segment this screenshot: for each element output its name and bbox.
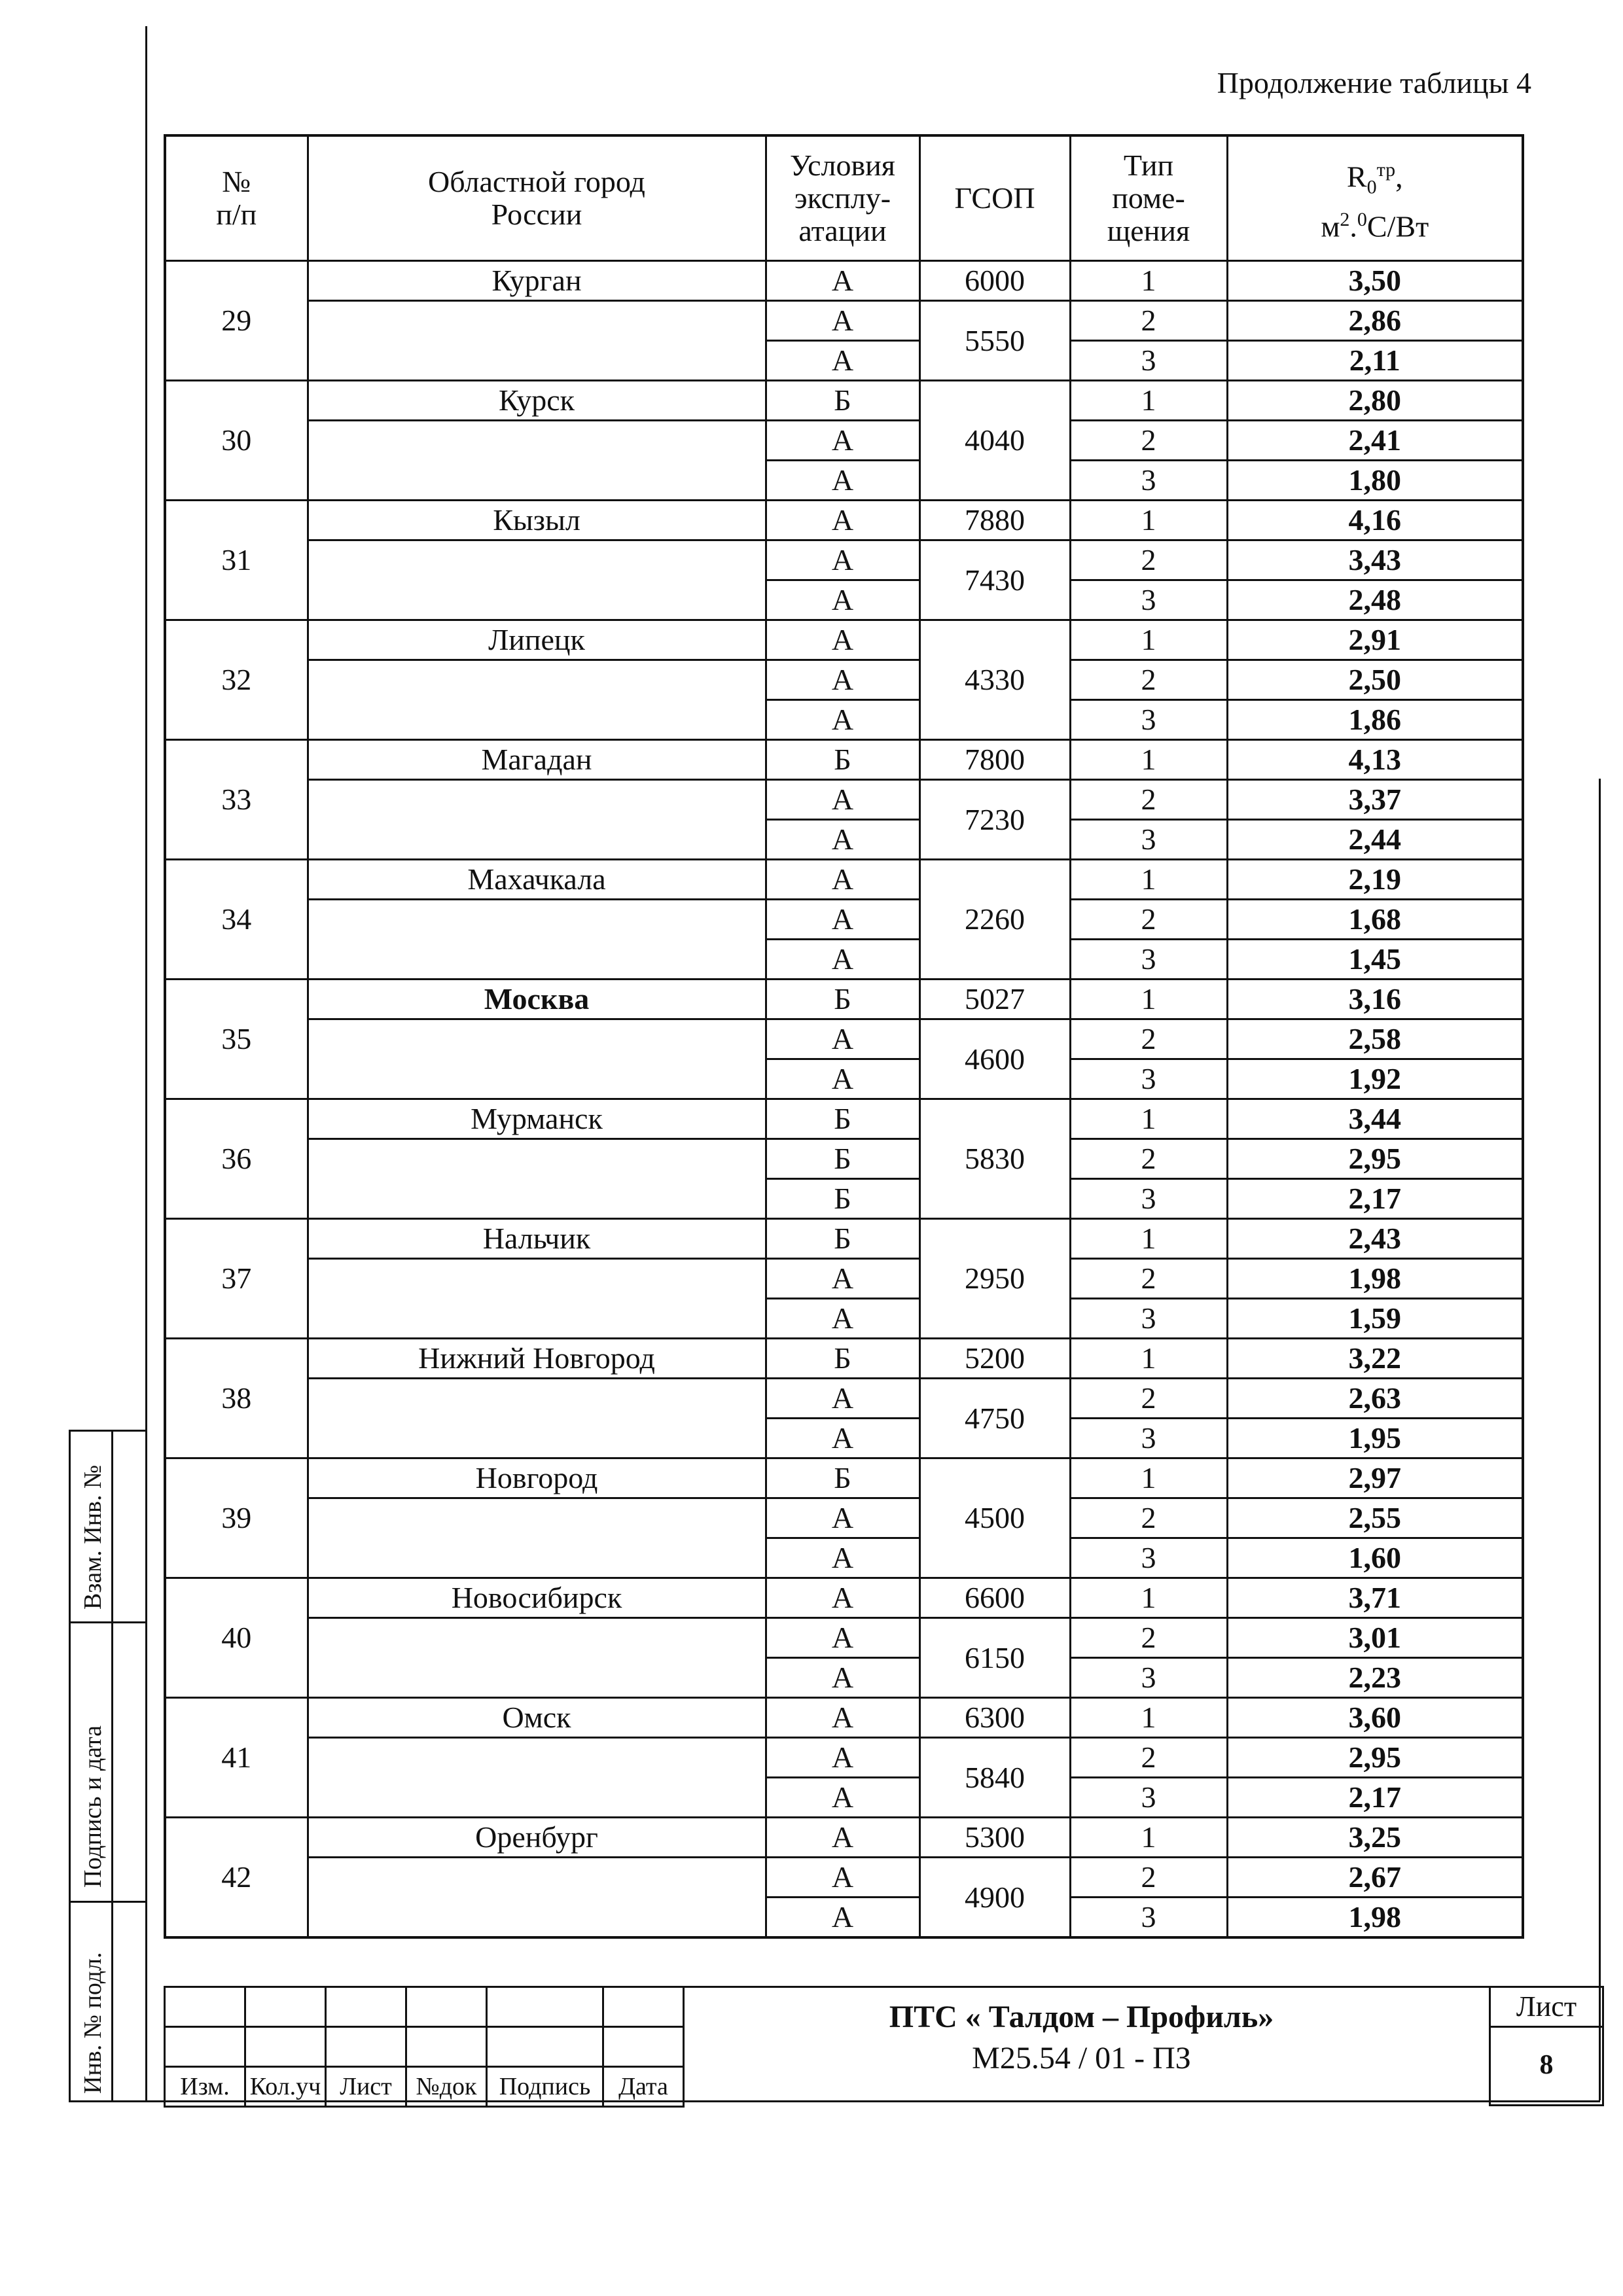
r0-value-cell: 3,25 [1227, 1818, 1523, 1858]
room-type-cell: 2 [1070, 1738, 1227, 1778]
room-type-cell: 3 [1070, 580, 1227, 620]
condition-cell: А [766, 820, 919, 860]
condition-cell: А [766, 860, 919, 900]
room-type-cell: 2 [1070, 1858, 1227, 1898]
col-city-header: Областной город России [308, 135, 766, 261]
table-body [165, 261, 1523, 1938]
stamp-label-koluch: Кол.уч [245, 2067, 326, 2107]
gsop-cell: 4750 [919, 1379, 1070, 1458]
left-frame-line [145, 26, 147, 2100]
row-number: 37 [165, 1219, 308, 1339]
stamp-code: М25.54 / 01 - ПЗ [972, 2041, 1191, 2075]
table-row [165, 1139, 1523, 1179]
table-row [165, 1099, 1523, 1139]
room-type-cell: 3 [1070, 820, 1227, 860]
condition-cell: А [766, 940, 919, 980]
r0-value-cell: 2,97 [1227, 1458, 1523, 1498]
table-row [165, 381, 1523, 421]
r0-value-cell: 3,01 [1227, 1618, 1523, 1658]
room-type-cell: 1 [1070, 1219, 1227, 1259]
city-name: Омск [308, 1698, 766, 1738]
r0-value-cell: 3,43 [1227, 540, 1523, 580]
row-number: 29 [165, 261, 308, 381]
stamp-cell [406, 1987, 487, 2027]
col-r0-header: $R_0^{тр}$, $м^2.^0С/Вт$ [1227, 135, 1523, 261]
gsop-cell: 7430 [919, 540, 1070, 620]
table-row [165, 900, 1523, 940]
r0-value-cell: 2,55 [1227, 1498, 1523, 1538]
right-frame-line [1599, 779, 1601, 2100]
table-row [165, 1498, 1523, 1538]
r0-value-cell: 1,45 [1227, 940, 1523, 980]
r0-value-cell: 2,63 [1227, 1379, 1523, 1419]
r0-value-cell: 1,92 [1227, 1059, 1523, 1099]
condition-cell: А [766, 1019, 919, 1059]
stamp-label-podpis: Подпись [487, 2067, 603, 2107]
row-number: 38 [165, 1339, 308, 1458]
vzam-inv-label: Взам. Инв. № [79, 1464, 107, 1610]
condition-cell: А [766, 1778, 919, 1818]
condition-cell: А [766, 1658, 919, 1698]
room-type-cell: 3 [1070, 1778, 1227, 1818]
r0-value-cell: 2,58 [1227, 1019, 1523, 1059]
gsop-cell: 6300 [919, 1698, 1070, 1738]
condition-cell: А [766, 660, 919, 700]
room-type-cell: 1 [1070, 1818, 1227, 1858]
stamp-cell [406, 2027, 487, 2067]
stamp-cell [326, 1987, 406, 2027]
row-number: 30 [165, 381, 308, 501]
condition-cell: А [766, 700, 919, 740]
r0-value-cell: 3,60 [1227, 1698, 1523, 1738]
r0-value-cell: 2,17 [1227, 1778, 1523, 1818]
condition-cell: А [766, 1419, 919, 1458]
condition-cell: А [766, 421, 919, 461]
room-type-cell: 2 [1070, 1379, 1227, 1419]
city-empty-cell [308, 540, 766, 620]
city-empty-cell [308, 780, 766, 860]
r0-value-cell: 2,80 [1227, 381, 1523, 421]
room-type-cell: 1 [1070, 501, 1227, 540]
gsop-cell: 5840 [919, 1738, 1070, 1818]
table-row [165, 1738, 1523, 1778]
stamp-cell [245, 1987, 326, 2027]
room-type-cell: 2 [1070, 1259, 1227, 1299]
table-row [165, 1219, 1523, 1259]
city-empty-cell [308, 301, 766, 381]
gsop-cell: 4900 [919, 1858, 1070, 1938]
city-name: Москва [308, 980, 766, 1019]
table-row [165, 1019, 1523, 1059]
city-name: Мурманск [308, 1099, 766, 1139]
gsop-cell: 5830 [919, 1099, 1070, 1219]
city-empty-cell [308, 421, 766, 501]
room-type-cell: 3 [1070, 1299, 1227, 1339]
table-row [165, 740, 1523, 780]
r0-value-cell: 2,41 [1227, 421, 1523, 461]
col-num-header: № п/п [165, 135, 308, 261]
table-row [165, 301, 1523, 341]
r0-value-cell: 2,44 [1227, 820, 1523, 860]
row-number: 42 [165, 1818, 308, 1938]
r0-value-cell: 2,19 [1227, 860, 1523, 900]
r0-value-cell: 2,95 [1227, 1139, 1523, 1179]
sheet-label: Лист [1491, 1988, 1602, 2028]
r0-value-cell: 3,37 [1227, 780, 1523, 820]
condition-cell: Б [766, 1179, 919, 1219]
city-name: Курск [308, 381, 766, 421]
condition-cell: А [766, 1818, 919, 1858]
side-strip-left-line [69, 1430, 71, 2100]
r0-value-cell: 2,91 [1227, 620, 1523, 660]
city-empty-cell [308, 1019, 766, 1099]
r0-value-cell: 2,17 [1227, 1179, 1523, 1219]
col-gsop-header: ГСОП [919, 135, 1070, 261]
gsop-cell: 6000 [919, 261, 1070, 301]
gsop-cell: 6150 [919, 1618, 1070, 1698]
table-row [165, 1698, 1523, 1738]
condition-cell: Б [766, 1099, 919, 1139]
condition-cell: Б [766, 980, 919, 1019]
r0-value-cell: 4,13 [1227, 740, 1523, 780]
stamp-label-izm: Изм. [165, 2067, 245, 2107]
room-type-cell: 1 [1070, 1578, 1227, 1618]
r0-value-cell: 1,68 [1227, 900, 1523, 940]
gsop-cell: 4600 [919, 1019, 1070, 1099]
room-type-cell: 2 [1070, 780, 1227, 820]
side-strip-mid-line [111, 1430, 113, 2100]
gsop-cell: 5550 [919, 301, 1070, 381]
table-row [165, 1578, 1523, 1618]
r0-value-cell: 2,86 [1227, 301, 1523, 341]
condition-cell: А [766, 1738, 919, 1778]
table-row [165, 860, 1523, 900]
condition-cell: Б [766, 1219, 919, 1259]
room-type-cell: 2 [1070, 421, 1227, 461]
room-type-cell: 1 [1070, 980, 1227, 1019]
city-name: Кызыл [308, 501, 766, 540]
gsop-cell: 5300 [919, 1818, 1070, 1858]
condition-cell: А [766, 501, 919, 540]
city-empty-cell [308, 1738, 766, 1818]
r0-value-cell: 1,98 [1227, 1259, 1523, 1299]
r0-value-cell: 1,98 [1227, 1898, 1523, 1938]
row-number: 33 [165, 740, 308, 860]
room-type-cell: 3 [1070, 1419, 1227, 1458]
room-type-cell: 3 [1070, 341, 1227, 381]
stamp-cell [603, 2027, 684, 2067]
row-number: 36 [165, 1099, 308, 1219]
title-block-grid [164, 1986, 685, 2108]
room-type-cell: 1 [1070, 1099, 1227, 1139]
table-row [165, 1259, 1523, 1299]
podpis-data-label: Подпись и дата [79, 1725, 107, 1888]
city-empty-cell [308, 1259, 766, 1339]
room-type-cell: 3 [1070, 700, 1227, 740]
condition-cell: А [766, 1498, 919, 1538]
row-number: 40 [165, 1578, 308, 1698]
condition-cell: А [766, 341, 919, 381]
table-row [165, 1339, 1523, 1379]
r0-value-cell: 1,95 [1227, 1419, 1523, 1458]
table-row [165, 980, 1523, 1019]
stamp-label-data: Дата [603, 2067, 684, 2107]
room-type-cell: 1 [1070, 620, 1227, 660]
table-row [165, 1458, 1523, 1498]
r0-value-cell: 4,16 [1227, 501, 1523, 540]
room-type-cell: 3 [1070, 1658, 1227, 1698]
stamp-cell [326, 2027, 406, 2067]
stamp-cell [245, 2027, 326, 2067]
condition-cell: А [766, 620, 919, 660]
room-type-cell: 2 [1070, 301, 1227, 341]
stamp-label-ndok: №док [406, 2067, 487, 2107]
table-row [165, 261, 1523, 301]
table-row [165, 1818, 1523, 1858]
gsop-cell: 4500 [919, 1458, 1070, 1578]
city-name: Липецк [308, 620, 766, 660]
stamp-row [165, 2027, 684, 2067]
room-type-cell: 2 [1070, 1019, 1227, 1059]
city-name: Махачкала [308, 860, 766, 900]
condition-cell: Б [766, 1458, 919, 1498]
r0-value-cell: 2,23 [1227, 1658, 1523, 1698]
room-type-cell: 3 [1070, 940, 1227, 980]
side-strip-div1 [69, 1621, 147, 1623]
condition-cell: А [766, 1379, 919, 1419]
condition-cell: А [766, 1538, 919, 1578]
continuation-title: Продолжение таблицы 4 [1217, 66, 1531, 99]
gsop-cell: 5027 [919, 980, 1070, 1019]
side-strip-div2 [69, 1901, 147, 1903]
table-row [165, 1618, 1523, 1658]
row-number: 35 [165, 980, 308, 1099]
room-type-cell: 2 [1070, 1498, 1227, 1538]
col-cond-header: Условия эксплу- атации [766, 135, 919, 261]
condition-cell: А [766, 1698, 919, 1738]
row-number: 32 [165, 620, 308, 740]
condition-cell: А [766, 1059, 919, 1099]
condition-cell: А [766, 780, 919, 820]
city-name: Курган [308, 261, 766, 301]
room-type-cell: 3 [1070, 1898, 1227, 1938]
r0-value-cell: 2,50 [1227, 660, 1523, 700]
thermal-resistance-table [164, 134, 1524, 1939]
r0-value-cell: 3,71 [1227, 1578, 1523, 1618]
sheet-box [1489, 1986, 1604, 2106]
city-name: Нижний Новгород [308, 1339, 766, 1379]
condition-cell: Б [766, 740, 919, 780]
room-type-cell: 2 [1070, 1139, 1227, 1179]
condition-cell: А [766, 261, 919, 301]
city-empty-cell [308, 1498, 766, 1578]
gsop-cell: 5200 [919, 1339, 1070, 1379]
room-type-cell: 3 [1070, 1179, 1227, 1219]
r0-value-cell: 2,48 [1227, 580, 1523, 620]
gsop-cell: 6600 [919, 1578, 1070, 1618]
gsop-cell: 7800 [919, 740, 1070, 780]
table-header-row [165, 135, 1523, 261]
room-type-cell: 3 [1070, 1059, 1227, 1099]
table-row [165, 421, 1523, 461]
room-type-cell: 1 [1070, 1458, 1227, 1498]
stamp-label-row [165, 2067, 684, 2107]
r0-value-cell: 1,80 [1227, 461, 1523, 501]
r0-value-cell: 1,60 [1227, 1538, 1523, 1578]
room-type-cell: 2 [1070, 1618, 1227, 1658]
r0-value-cell: 2,11 [1227, 341, 1523, 381]
room-type-cell: 2 [1070, 900, 1227, 940]
gsop-cell: 7880 [919, 501, 1070, 540]
table-row [165, 780, 1523, 820]
city-empty-cell [308, 660, 766, 740]
gsop-cell: 4330 [919, 620, 1070, 740]
city-empty-cell [308, 900, 766, 980]
table-row [165, 660, 1523, 700]
stamp-cell [603, 1987, 684, 2027]
city-empty-cell [308, 1379, 766, 1458]
room-type-cell: 1 [1070, 740, 1227, 780]
stamp-title: ПТС « Талдом – Профиль» [889, 2000, 1274, 2034]
condition-cell: А [766, 1618, 919, 1658]
city-name: Магадан [308, 740, 766, 780]
side-strip-top-line [69, 1430, 147, 1432]
room-type-cell: 3 [1070, 461, 1227, 501]
condition-cell: Б [766, 381, 919, 421]
city-empty-cell [308, 1618, 766, 1698]
condition-cell: А [766, 1858, 919, 1898]
stamp-title-block [674, 1986, 1489, 2102]
city-name: Нальчик [308, 1219, 766, 1259]
inv-podl-label: Инв. № подл. [79, 1952, 107, 2094]
city-name: Новгород [308, 1458, 766, 1498]
row-number: 31 [165, 501, 308, 620]
condition-cell: А [766, 1578, 919, 1618]
condition-cell: Б [766, 1139, 919, 1179]
stamp-cell [165, 1987, 245, 2027]
city-name: Новосибирск [308, 1578, 766, 1618]
condition-cell: А [766, 900, 919, 940]
r0-value-cell: 3,16 [1227, 980, 1523, 1019]
row-number: 34 [165, 860, 308, 980]
r0-value-cell: 3,44 [1227, 1099, 1523, 1139]
sheet-number: 8 [1539, 2050, 1554, 2080]
table-row [165, 540, 1523, 580]
condition-cell: А [766, 1299, 919, 1339]
table-row [165, 1858, 1523, 1898]
table-row [165, 1379, 1523, 1419]
col-type-header: Тип поме- щения [1070, 135, 1227, 261]
r0-value-cell: 3,50 [1227, 261, 1523, 301]
room-type-cell: 1 [1070, 381, 1227, 421]
r0-value-cell: 2,67 [1227, 1858, 1523, 1898]
r0-value-cell: 3,22 [1227, 1339, 1523, 1379]
condition-cell: А [766, 1898, 919, 1938]
table-row [165, 501, 1523, 540]
condition-cell: А [766, 540, 919, 580]
city-empty-cell [308, 1139, 766, 1219]
r0-value-cell: 1,86 [1227, 700, 1523, 740]
r0-value-cell: 2,95 [1227, 1738, 1523, 1778]
gsop-cell: 2260 [919, 860, 1070, 980]
condition-cell: А [766, 1259, 919, 1299]
room-type-cell: 3 [1070, 1538, 1227, 1578]
stamp-row [165, 1987, 684, 2027]
stamp-cell [487, 1987, 603, 2027]
room-type-cell: 1 [1070, 1698, 1227, 1738]
condition-cell: А [766, 580, 919, 620]
condition-cell: А [766, 301, 919, 341]
room-type-cell: 1 [1070, 261, 1227, 301]
gsop-cell: 2950 [919, 1219, 1070, 1339]
condition-cell: Б [766, 1339, 919, 1379]
room-type-cell: 1 [1070, 1339, 1227, 1379]
city-name: Оренбург [308, 1818, 766, 1858]
r0-value-cell: 2,43 [1227, 1219, 1523, 1259]
row-number: 39 [165, 1458, 308, 1578]
table-row [165, 620, 1523, 660]
stamp-cell [487, 2027, 603, 2067]
r0-value-cell: 1,59 [1227, 1299, 1523, 1339]
stamp-label-list: Лист [326, 2067, 406, 2107]
room-type-cell: 1 [1070, 860, 1227, 900]
condition-cell: А [766, 461, 919, 501]
city-empty-cell [308, 1858, 766, 1938]
room-type-cell: 2 [1070, 540, 1227, 580]
gsop-cell: 4040 [919, 381, 1070, 501]
room-type-cell: 2 [1070, 660, 1227, 700]
stamp-cell [165, 2027, 245, 2067]
gsop-cell: 7230 [919, 780, 1070, 860]
row-number: 41 [165, 1698, 308, 1818]
